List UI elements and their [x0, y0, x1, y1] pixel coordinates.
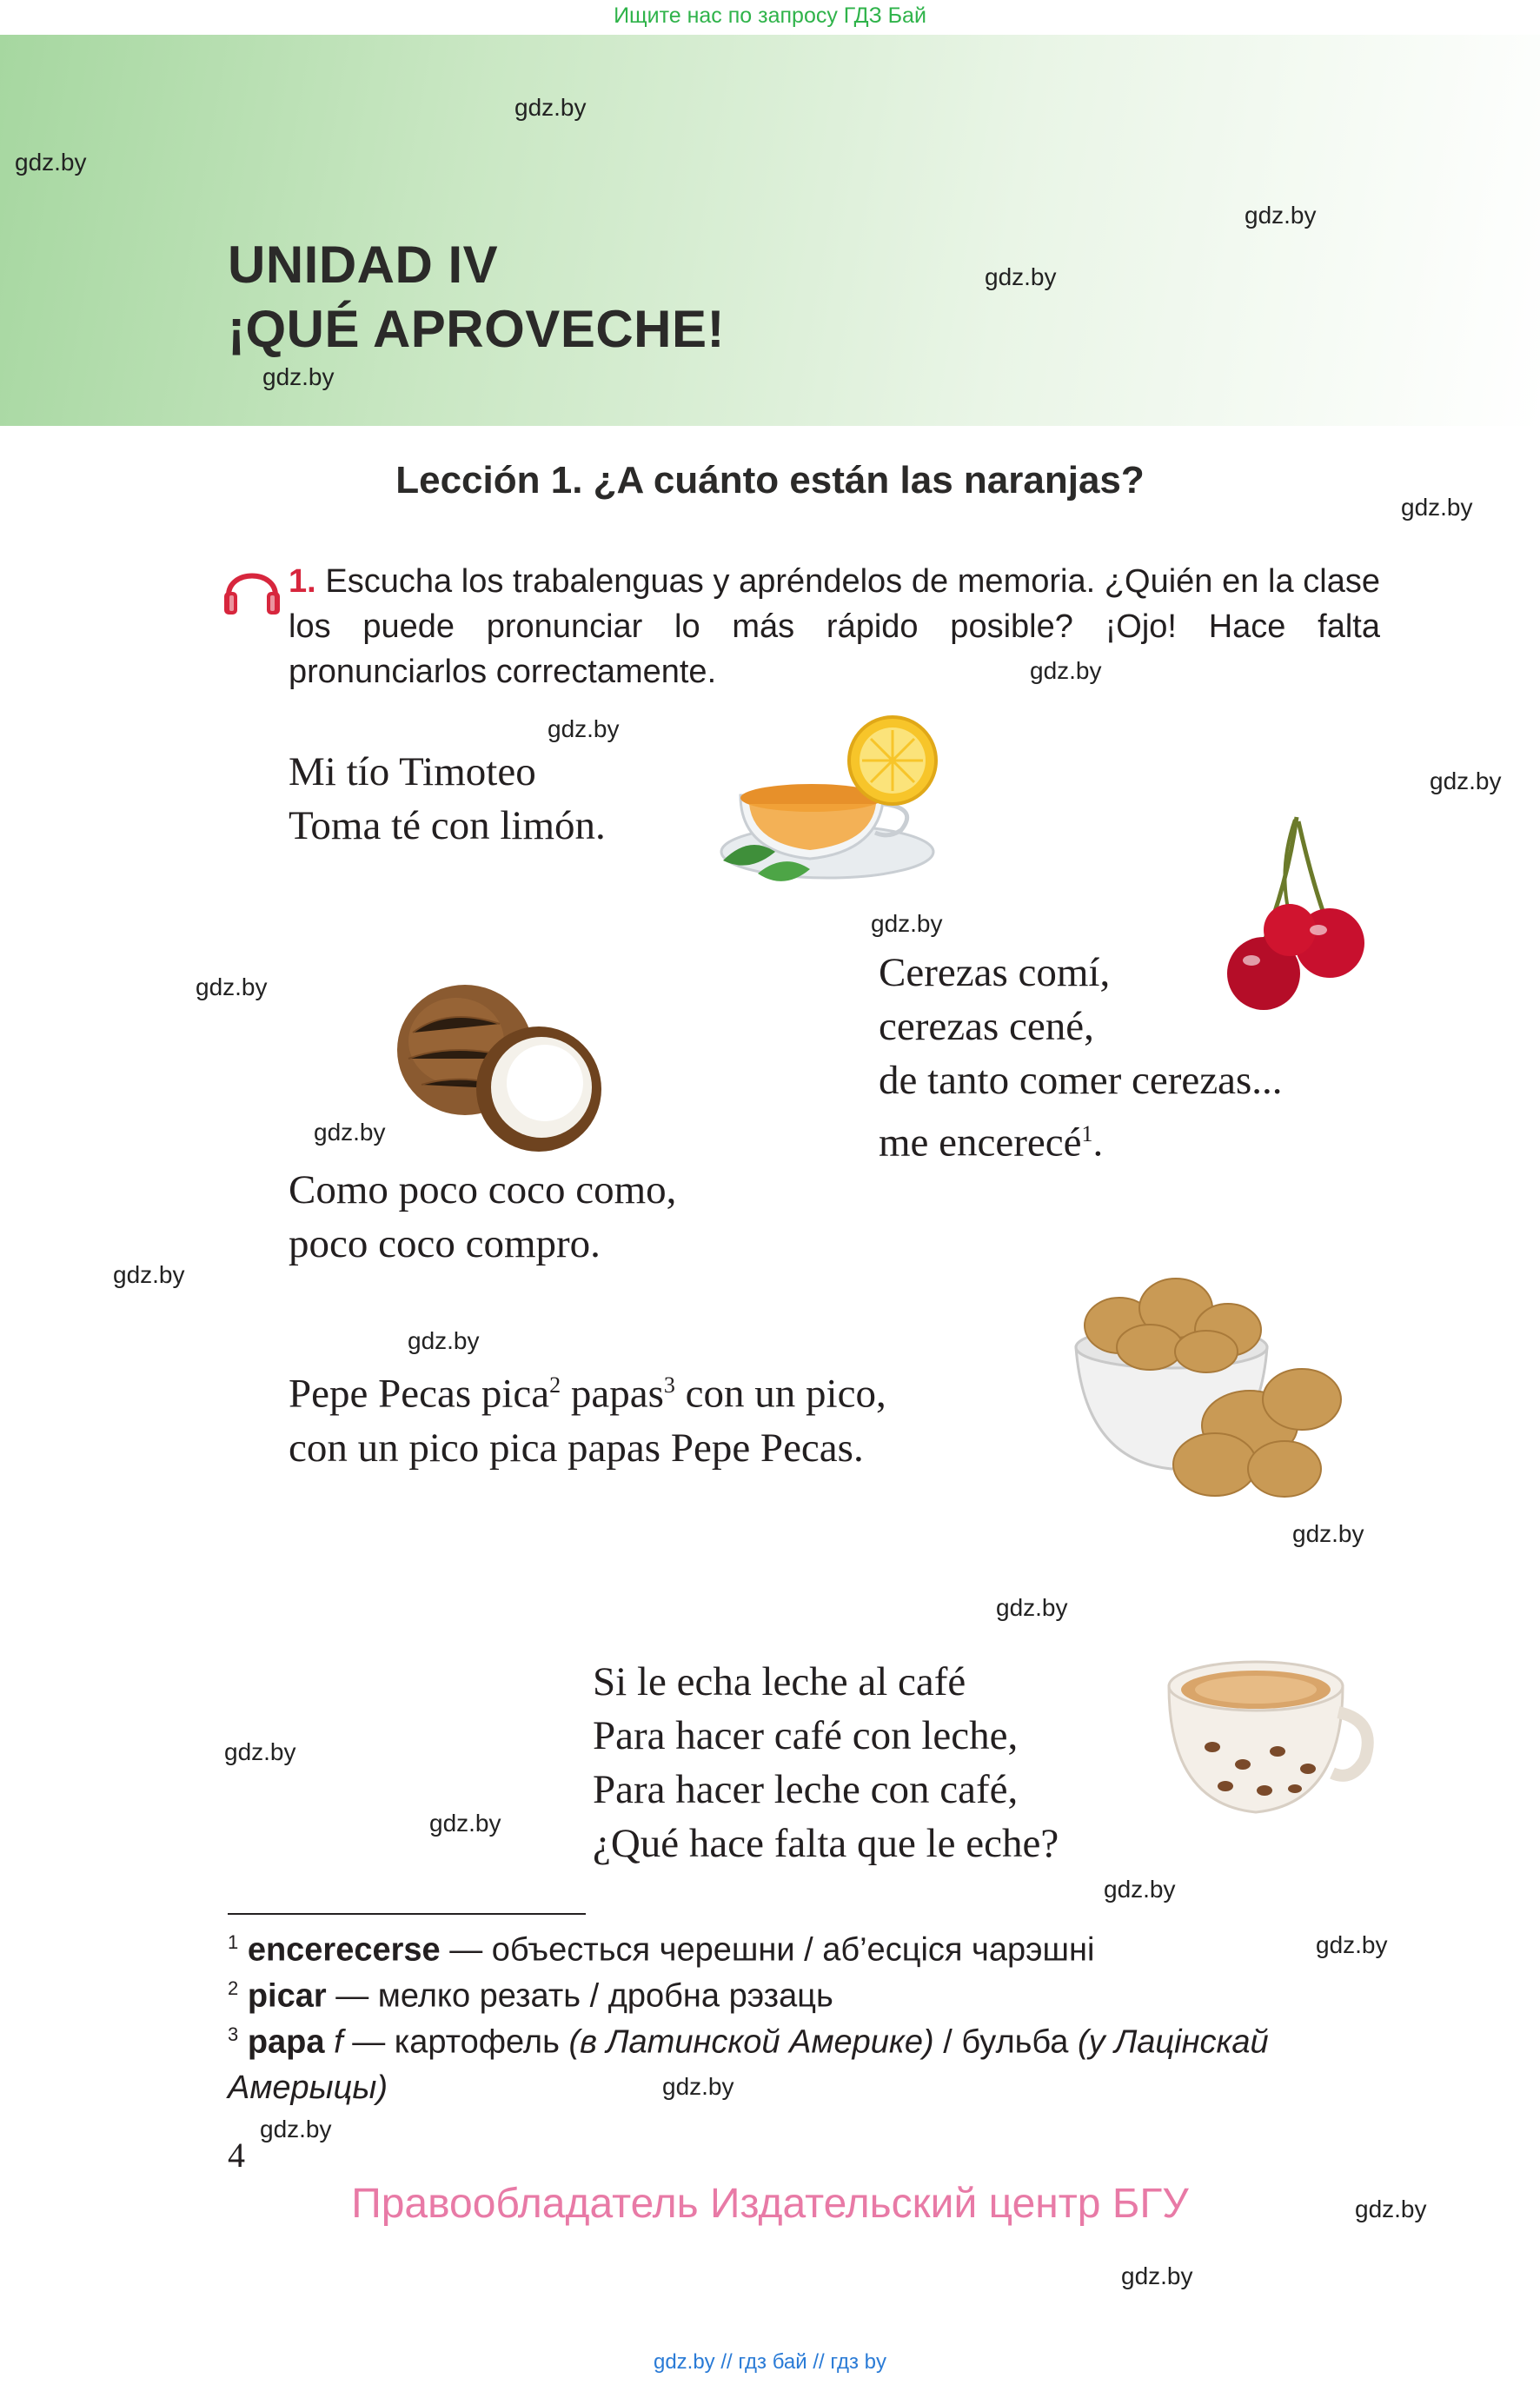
unit-number: UNIDAD IV [228, 236, 499, 294]
watermark: gdz.by [985, 263, 1057, 290]
watermark: gdz.by [408, 1327, 480, 1354]
watermark: gdz.by [113, 1261, 185, 1288]
verse-line: poco coco compro. [289, 1221, 601, 1266]
verse-line: Pepe Pecas pica$^2$ papas$^3$ con un pico, [289, 1371, 886, 1417]
footnote-ref: 3 [663, 1372, 675, 1398]
footnote-1: $^1$ encerecerse — объесться черешни / аб’есціся чарэшні [228, 1931, 1095, 1969]
watermark: gdz.by [514, 94, 587, 121]
watermark: gdz.by [1430, 767, 1502, 794]
verse-line: de tanto comer cerezas... [879, 1058, 1283, 1103]
bottom-links: gdz.by // гдз бай // гдз by [653, 2350, 887, 2374]
cherries-image [1227, 813, 1384, 1021]
exercise-number: 1. [289, 563, 316, 600]
page-number: 4 [228, 2136, 245, 2175]
footnote-2: $^2$ picar — мелко резать / дробна рэзаць [228, 1977, 833, 2015]
tea-cup-image [714, 721, 949, 895]
verse-line: Cerezas comí, [879, 950, 1111, 995]
verse-potatoes [289, 1359, 886, 1475]
potatoes-bowl-image [1067, 1269, 1345, 1512]
unit-name: ¡QUÉ APROVECHE! [228, 300, 725, 358]
exercise-text: Escucha los trabalenguas y apréndelos de memoria. ¿Quién en la clase los puede pronunciar lo más rápido posible? ¡Ojo! Hace falta pronunciarlos correctamente. [289, 563, 1380, 690]
watermark: gdz.by [548, 715, 620, 742]
watermark: gdz.by [1104, 1876, 1176, 1903]
watermark: gdz.by [314, 1119, 386, 1146]
watermark: gdz.by [1355, 2196, 1427, 2222]
verse-tea [289, 745, 606, 853]
footnote-separator [228, 1913, 586, 1915]
verse-line: Mi tío Timoteo [289, 749, 536, 794]
top-search-note: Ищите нас по запросу ГДЗ Бай [614, 3, 926, 28]
coffee-cup-image [1160, 1651, 1377, 1825]
verse-line: ¿Qué hace falta que le eche? [593, 1821, 1059, 1866]
watermark: gdz.by [262, 363, 335, 390]
watermark: gdz.by [1245, 202, 1317, 229]
watermark: gdz.by [429, 1810, 501, 1837]
verse-line: Como poco coco como, [289, 1167, 677, 1212]
watermark: gdz.by [15, 149, 87, 176]
verse-line: me encerecé$^1$. [879, 1119, 1104, 1166]
watermark: gdz.by [871, 910, 943, 937]
footnote-3: $^3$ papa f — картофель (в Латинской Америке) / бульба (у Лацінскай Амерыцы) [228, 2023, 1269, 2106]
verse-line: Toma té con limón. [289, 803, 606, 848]
coconut-image [395, 972, 604, 1154]
verse-line: con un pico pica papas Pepe Pecas. [289, 1425, 864, 1471]
verse-line: Para hacer leche con café, [593, 1767, 1019, 1812]
verse-cherries [879, 946, 1283, 1170]
verse-coffee [593, 1655, 1059, 1870]
lesson-title: Lección 1. ¿A cuánto están las naranjas? [395, 459, 1145, 502]
watermark: gdz.by [224, 1738, 296, 1765]
verse-line: Para hacer café con leche, [593, 1713, 1019, 1758]
watermark: gdz.by [996, 1594, 1068, 1621]
watermark: gdz.by [1030, 657, 1102, 684]
copyright-owner: Правообладатель Издательский центр БГУ [351, 2181, 1189, 2227]
unit-banner [0, 35, 1540, 426]
verse-line: Si le echa leche al café [593, 1659, 966, 1704]
watermark: gdz.by [1401, 494, 1473, 521]
watermark: gdz.by [662, 2073, 734, 2100]
verse-coconut [289, 1163, 676, 1271]
watermark: gdz.by [260, 2116, 332, 2143]
unit-title [228, 233, 725, 362]
watermark: gdz.by [1121, 2262, 1193, 2289]
footnote-ref: 1 [1081, 1121, 1093, 1146]
exercise-instruction [289, 559, 1380, 694]
watermark: gdz.by [1316, 1931, 1388, 1958]
footnote-ref: 2 [549, 1372, 561, 1398]
watermark: gdz.by [1292, 1520, 1364, 1547]
headphones-icon [222, 561, 282, 618]
verse-line: cerezas cené, [879, 1004, 1094, 1049]
watermark: gdz.by [196, 973, 268, 1000]
